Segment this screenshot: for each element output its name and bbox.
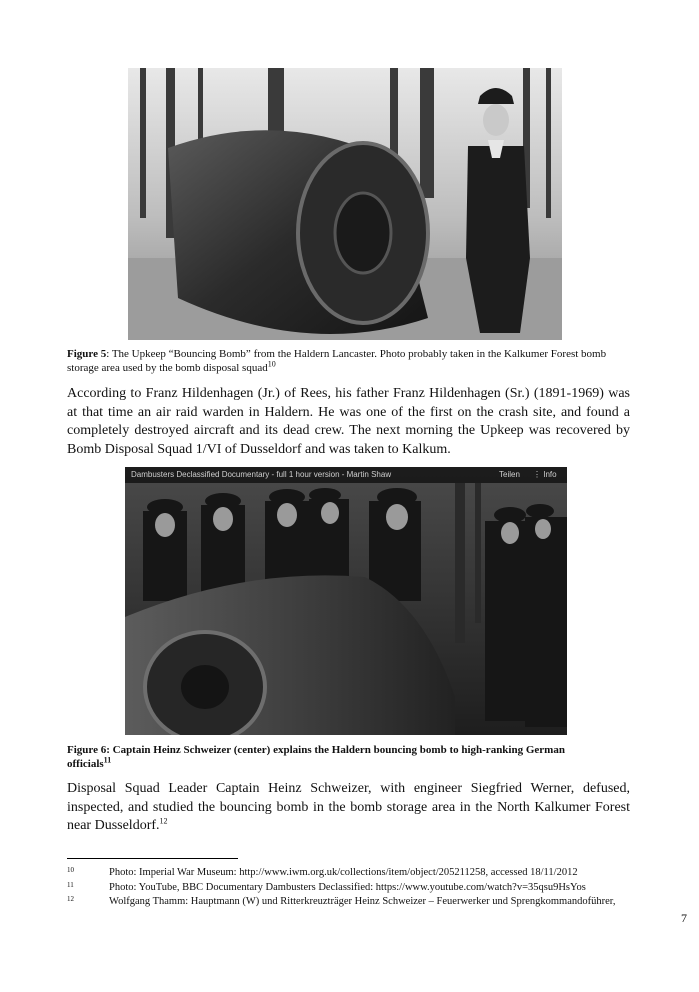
- figure-6-caption: [67, 743, 587, 771]
- figure-6-footnote-ref[interactable]: 11: [103, 755, 112, 765]
- share-button[interactable]: Teilen: [499, 470, 520, 479]
- figure-5-label: Figure 5: [67, 348, 107, 360]
- figure-5-photo: [128, 68, 562, 340]
- paragraph-1: According to Franz Hildenhagen (Jr.) of Rees, his father Franz Hildenhagen (Sr.) (1891-1969) was at that time an air raid warden in Haldern. He was one of the first on the crash site, and found a completely destroyed aircraft and its dead crew. The next morning the Upkeep was recovered by Bomb Disposal Squad 1/VI of Dusseldorf and was taken to Kalkum.: [67, 386, 630, 457]
- video-title[interactable]: Dambusters Declassified Documentary - full 1 hour version - Martin Shaw: [131, 470, 392, 479]
- page-number: 7: [681, 911, 687, 925]
- footnote-number: 12: [67, 895, 74, 903]
- figure-5-caption-text: : The Upkeep “Bouncing Bomb” from the Haldern Lancaster. Photo probably taken in the Kalkumer Forest bomb storage area used by the bomb disposal squad: [67, 348, 607, 374]
- figure-6-caption-text: Figure 6: Captain Heinz Schweizer (center) explains the Haldern bouncing bomb to high-ranking German officials: [67, 744, 565, 770]
- paragraph-2-footnote-ref[interactable]: 12: [159, 816, 168, 826]
- paragraph-2: [67, 780, 630, 836]
- figure-5-footnote-ref[interactable]: 10: [267, 359, 276, 369]
- footnote-text: Photo: Imperial War Museum: http://www.iwm.org.uk/collections/item/object/205211258, accessed 18/11/2012: [109, 867, 578, 878]
- figure-5-caption: [67, 347, 637, 375]
- footnote-number: 10: [67, 866, 74, 874]
- video-title-bar: [125, 467, 567, 483]
- paragraph-2-text: Disposal Squad Leader Captain Heinz Schweizer, with engineer Siegfried Werner, defused, inspected, and studied the bouncing bomb in the bomb storage area in the North Kalkumer Forest near Dusseldorf.: [67, 781, 630, 833]
- footnote-number: 11: [67, 881, 74, 889]
- footnote-text: Photo: YouTube, BBC Documentary Dambusters Declassified: https://www.youtube.com/watch?v=35qsu9HsYos: [109, 882, 586, 893]
- info-button[interactable]: ⋮ Info: [533, 470, 557, 479]
- footnote-text: Wolfgang Thamm: Hauptmann (W) und Ritterkreuzträger Heinz Schweizer – Feuerwerker und Sprengkommandoführer,: [109, 896, 616, 907]
- footnote-separator: [67, 858, 238, 859]
- figure-6-photo: [125, 467, 567, 735]
